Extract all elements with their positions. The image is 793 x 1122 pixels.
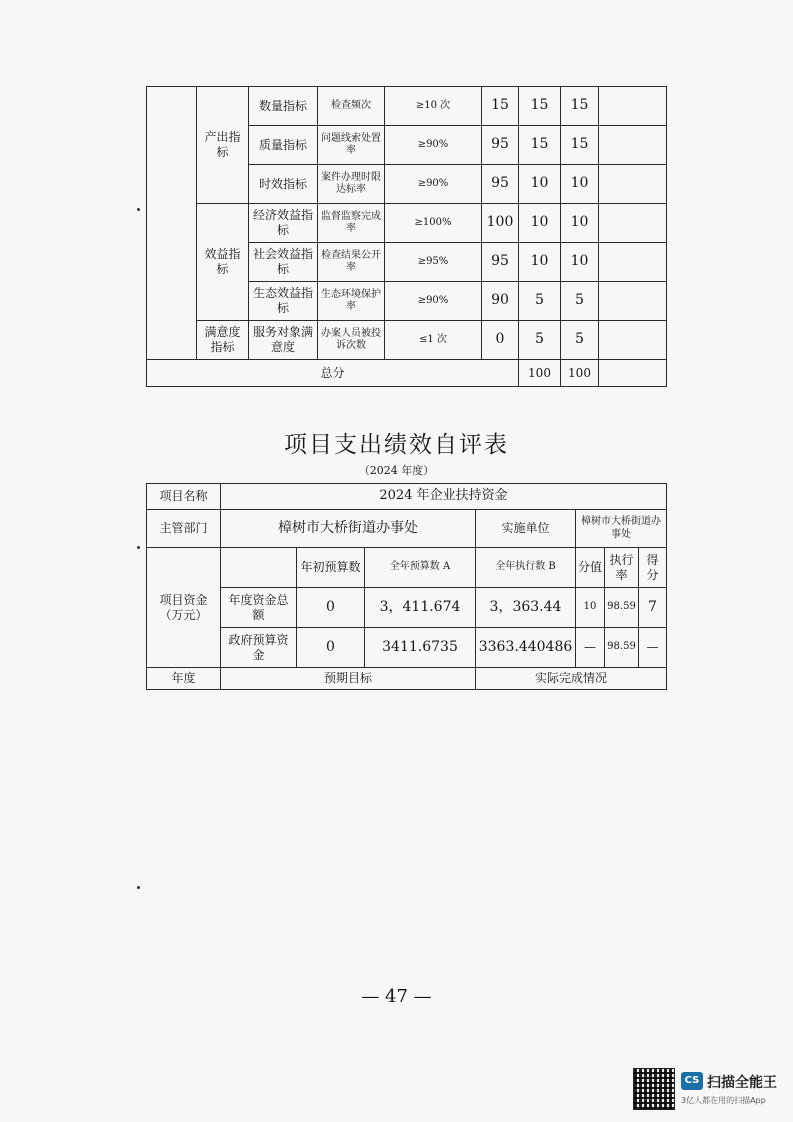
speck bbox=[137, 208, 140, 211]
table-row bbox=[147, 628, 667, 668]
table-row bbox=[147, 484, 667, 510]
header-score-weight: 分值 bbox=[576, 548, 605, 588]
scanner-watermark bbox=[633, 1068, 783, 1110]
page-number: — 47 — bbox=[361, 986, 432, 1007]
subcategory-cell: 经济效益指标 bbox=[249, 204, 318, 243]
table-row bbox=[147, 204, 667, 243]
score-cell: 15 bbox=[561, 87, 599, 126]
year-label: 年度 bbox=[147, 668, 221, 690]
score-cell: 5 bbox=[561, 321, 599, 360]
score-value: — bbox=[639, 628, 667, 668]
actual-cell: 95 bbox=[482, 126, 519, 165]
expected-label: 预期目标 bbox=[221, 668, 476, 690]
table-row bbox=[147, 87, 667, 126]
target-cell: ≤1 次 bbox=[385, 321, 482, 360]
total-row bbox=[147, 360, 667, 387]
indicator-cell: 问题线索处置率 bbox=[318, 126, 385, 165]
score-value: 7 bbox=[639, 588, 667, 628]
category-cell: 满意度指标 bbox=[197, 321, 249, 360]
speck bbox=[137, 546, 140, 549]
target-cell: ≥100% bbox=[385, 204, 482, 243]
header-budget: 全年预算数 A bbox=[365, 548, 476, 588]
weight-cell: 10 bbox=[519, 204, 561, 243]
table-row bbox=[147, 588, 667, 628]
indicator-cell: 检查频次 bbox=[318, 87, 385, 126]
weight-cell: 10 bbox=[519, 165, 561, 204]
table-row bbox=[147, 548, 667, 588]
impl-label: 实施单位 bbox=[476, 510, 576, 548]
dept-value: 樟树市大桥街道办事处 bbox=[221, 510, 476, 548]
indicator-cell: 案件办理时限达标率 bbox=[318, 165, 385, 204]
watermark-tagline: 3亿人都在用的扫描App bbox=[681, 1096, 766, 1105]
blank-cell bbox=[221, 548, 297, 588]
initial-value: 0 bbox=[297, 628, 365, 668]
exec-value: 3，363.44 bbox=[476, 588, 576, 628]
fund-label: 项目资金（万元） bbox=[147, 548, 221, 668]
target-cell: ≥90% bbox=[385, 165, 482, 204]
rate-value: 98.59 bbox=[605, 628, 639, 668]
weight-value: 10 bbox=[576, 588, 605, 628]
subcategory-cell: 时效指标 bbox=[249, 165, 318, 204]
actual-cell: 100 bbox=[482, 204, 519, 243]
weight-cell: 5 bbox=[519, 321, 561, 360]
weight-cell: 15 bbox=[519, 87, 561, 126]
actual-label: 实际完成情况 bbox=[476, 668, 667, 690]
qr-code-icon bbox=[633, 1068, 675, 1110]
category-cell: 效益指标 bbox=[197, 204, 249, 321]
actual-cell: 95 bbox=[482, 243, 519, 282]
page-title: 项目支出绩效自评表 bbox=[284, 432, 509, 458]
remark-cell bbox=[599, 204, 667, 243]
page-subtitle: （2024 年度） bbox=[358, 464, 435, 477]
score-cell: 10 bbox=[561, 165, 599, 204]
remark-cell bbox=[599, 126, 667, 165]
target-cell: ≥10 次 bbox=[385, 87, 482, 126]
total-weight: 100 bbox=[519, 360, 561, 387]
impl-value: 樟树市大桥街道办事处 bbox=[576, 510, 667, 548]
camscanner-logo: CS bbox=[681, 1072, 703, 1090]
remark-cell bbox=[599, 243, 667, 282]
score-cell: 10 bbox=[561, 243, 599, 282]
weight-value: — bbox=[576, 628, 605, 668]
score-cell: 15 bbox=[561, 126, 599, 165]
subcategory-cell: 质量指标 bbox=[249, 126, 318, 165]
indicator-table bbox=[146, 86, 667, 387]
remark-cell bbox=[599, 87, 667, 126]
header-score: 得分 bbox=[639, 548, 667, 588]
subcategory-cell: 社会效益指标 bbox=[249, 243, 318, 282]
weight-cell: 5 bbox=[519, 282, 561, 321]
table-row bbox=[147, 510, 667, 548]
indicator-cell: 监督监察完成率 bbox=[318, 204, 385, 243]
target-cell: ≥90% bbox=[385, 126, 482, 165]
indicator-cell: 生态环境保护率 bbox=[318, 282, 385, 321]
indicator-cell: 检查结果公开率 bbox=[318, 243, 385, 282]
target-cell: ≥95% bbox=[385, 243, 482, 282]
category-cell: 产出指标 bbox=[197, 87, 249, 204]
indicator-cell: 办案人员被投诉次数 bbox=[318, 321, 385, 360]
row-label: 年度资金总额 bbox=[221, 588, 297, 628]
actual-cell: 0 bbox=[482, 321, 519, 360]
table-row bbox=[147, 321, 667, 360]
subcategory-cell: 服务对象满意度 bbox=[249, 321, 318, 360]
actual-cell: 95 bbox=[482, 165, 519, 204]
exec-value: 3363.440486 bbox=[476, 628, 576, 668]
total-label: 总分 bbox=[147, 360, 519, 387]
watermark-name: 扫描全能王 bbox=[707, 1075, 777, 1091]
budget-value: 3，411.674 bbox=[365, 588, 476, 628]
header-initial: 年初预算数 bbox=[297, 548, 365, 588]
initial-value: 0 bbox=[297, 588, 365, 628]
dept-label: 主管部门 bbox=[147, 510, 221, 548]
total-score: 100 bbox=[561, 360, 599, 387]
remark-cell bbox=[599, 321, 667, 360]
row-label: 政府预算资金 bbox=[221, 628, 297, 668]
header-exec: 全年执行数 B bbox=[476, 548, 576, 588]
score-cell: 10 bbox=[561, 204, 599, 243]
project-name-label: 项目名称 bbox=[147, 484, 221, 510]
project-name-value: 2024 年企业扶持资金 bbox=[221, 484, 667, 510]
budget-value: 3411.6735 bbox=[365, 628, 476, 668]
subcategory-cell: 生态效益指标 bbox=[249, 282, 318, 321]
table-row bbox=[147, 668, 667, 690]
rate-value: 98.59 bbox=[605, 588, 639, 628]
weight-cell: 10 bbox=[519, 243, 561, 282]
weight-cell: 15 bbox=[519, 126, 561, 165]
header-rate: 执行率 bbox=[605, 548, 639, 588]
remark-cell bbox=[599, 165, 667, 204]
speck bbox=[137, 886, 140, 889]
remark-cell bbox=[599, 282, 667, 321]
actual-cell: 15 bbox=[482, 87, 519, 126]
blank-cell bbox=[147, 87, 197, 360]
actual-cell: 90 bbox=[482, 282, 519, 321]
self-evaluation-table bbox=[146, 483, 667, 690]
subcategory-cell: 数量指标 bbox=[249, 87, 318, 126]
score-cell: 5 bbox=[561, 282, 599, 321]
target-cell: ≥90% bbox=[385, 282, 482, 321]
remark-cell bbox=[599, 360, 667, 387]
